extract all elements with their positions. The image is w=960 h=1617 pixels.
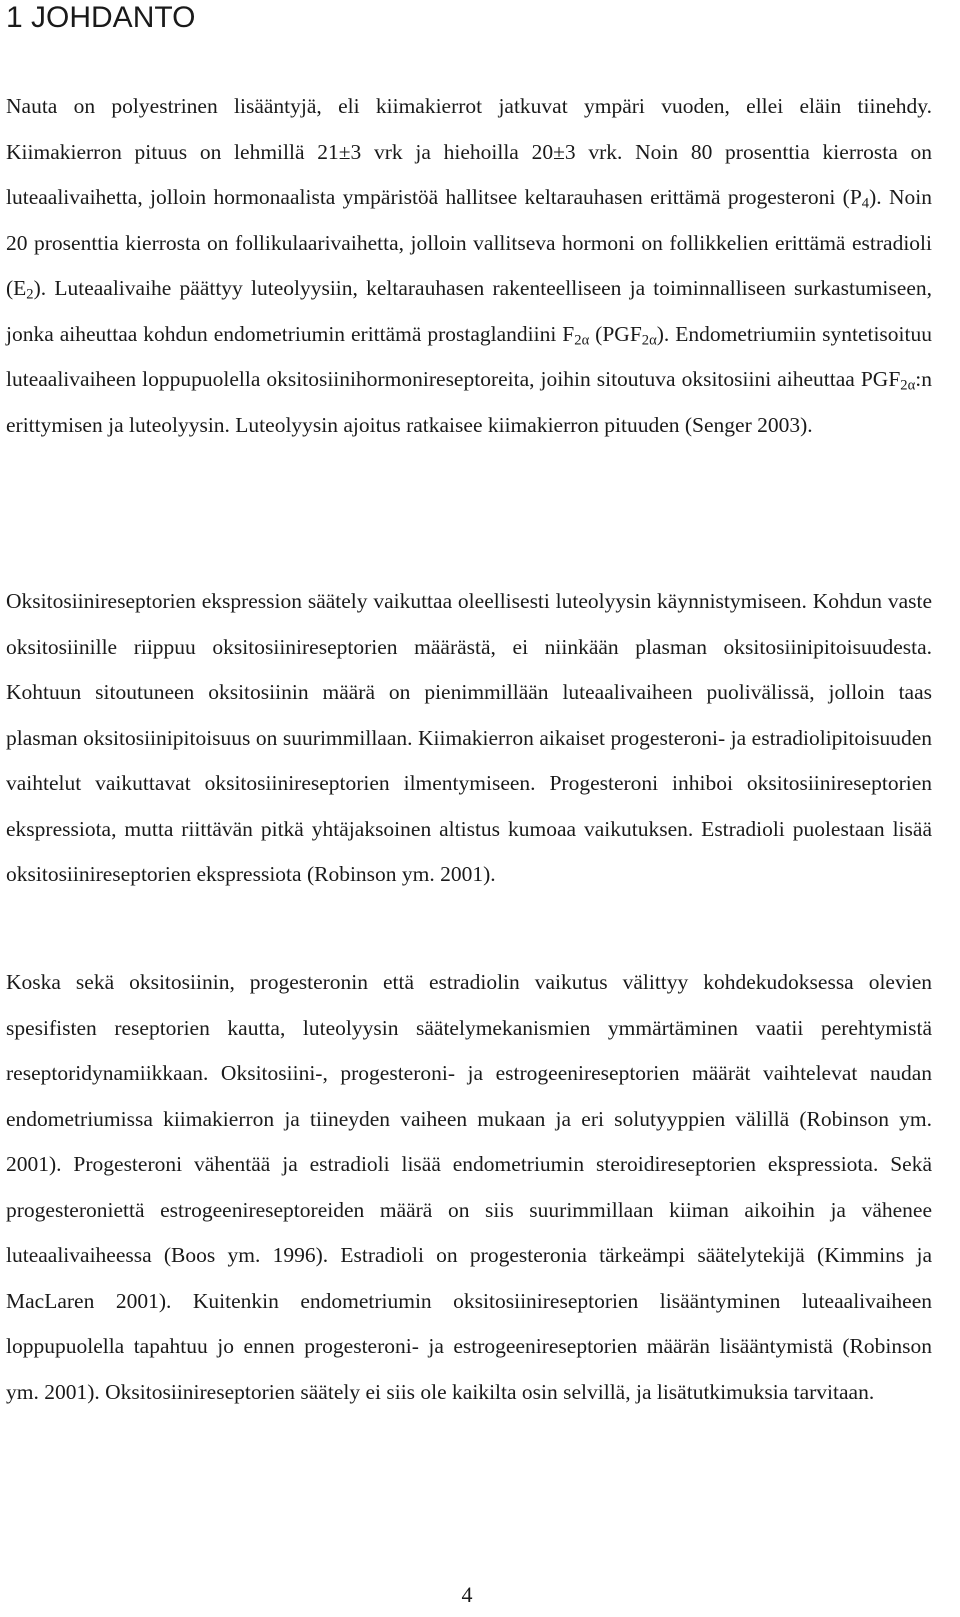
subscript-p4: 4 bbox=[861, 195, 870, 212]
paragraph-1-text-3: ). Luteaalivaihe päättyy luteolyysiin, keltarauhasen rakenteelliseen ja toiminnalliseen surkastumiseen, jonka aiheuttaa kohdun endometriumin erittämä prostaglandiini F bbox=[6, 276, 932, 346]
paragraph-1-text-1: Nauta on polyestrinen lisääntyjä, eli kiimakierrot jatkuvat ympäri vuoden, ellei eläin tiinehdy. Kiimakierron pituus on lehmillä 21±3 vrk ja hiehoilla 20±3 vrk. Noin 80 prosenttia kierrosta on luteaalivaihetta, jolloin hormonaalista ympäristöä hallitsee keltarauhasen erittämä progesteroni (P bbox=[6, 94, 932, 209]
paragraph-1-text-6: :n erittymisen ja luteolyysin. Luteolyysin ajoitus ratkaisee kiimakierron pituuden (Senger 2003). bbox=[6, 367, 932, 437]
subscript-pgf2a: 2α bbox=[641, 332, 657, 349]
subscript-f2a: 2α bbox=[574, 332, 590, 349]
page-number: 4 bbox=[461, 1582, 473, 1607]
subscript-pgf2a-2: 2α bbox=[900, 377, 916, 394]
subscript-e2: 2 bbox=[26, 286, 34, 303]
paragraph-3: Koska sekä oksitosiinin, progesteronin että estradiolin vaikutus välittyy kohdekudoksessa olevien spesifisten reseptorien kautta, luteolyysin säätelymekanismien ymmärtäminen vaatii perehtymistä reseptoridynamiikkaan. Oksitosiini-, progesteroni- ja estrogeenireseptorien määrät vaihtelevat naudan endometriumissa kiimakierron ja tiineyden vaiheen mukaan ja eri solutyyppien välillä (Robinson ym. 2001). Progesteroni vähentää ja estradioli lisää endometriumin steroidireseptorien ekspressiota. Sekä progesteroniettä estrogeenireseptoreiden määrä on siis suurimmillaan kiiman aikoihin ja vähenee luteaalivaiheessa (Boos ym. 1996). Estradioli on progesteronia tärkeämpi säätelytekijä (Kimmins ja MacLaren 2001). Kuitenkin endometriumin oksitosiinireseptorien lisääntyminen luteaalivaiheen loppupuolella tapahtuu jo ennen progesteroni- ja estrogeenireseptorien määrän lisääntymistä (Robinson ym. 2001). Oksitosiinireseptorien säätely ei siis ole kaikilta osin selvillä, ja lisätutkimuksia tarvitaan. bbox=[6, 970, 932, 1404]
section-heading: 1 JOHDANTO bbox=[6, 1, 196, 34]
paragraph-1-text-2: ). Noin 20 prosenttia kierrosta on follikulaarivaihetta, jolloin vallitseva hormoni on follikkelien erittämä estradioli (E bbox=[6, 185, 932, 300]
paragraph-2: Oksitosiinireseptorien ekspression säätely vaikuttaa oleellisesti luteolyysin käynnistymiseen. Kohdun vaste oksitosiinille riippuu oksitosiinireseptorien määrästä, ei niinkään plasman oksitosiinipitoisuudesta. Kohtuun sitoutuneen oksitosiinin määrä on pienimmillään luteaalivaiheen puolivälissä, jolloin taas plasman oksitosiinipitoisuus on suurimmillaan. Kiimakierron aikaiset progesteroni- ja estradiolipitoisuuden vaihtelut vaikuttavat oksitosiinireseptorien ilmentymiseen. Progesteroni inhiboi oksitosiinireseptorien ekspressiota, mutta riittävän pitkä yhtäjaksoinen altistus kumoaa vaikutuksen. Estradioli puolestaan lisää oksitosiinireseptorien ekspressiota (Robinson ym. 2001). bbox=[6, 589, 932, 886]
paragraph-1-text-4: (PGF bbox=[589, 321, 642, 346]
paragraph-1 bbox=[6, 84, 932, 448]
paragraph-1-text-5: ). Endometriumiin syntetisoituu luteaalivaiheen loppupuolella oksitosiinihormonireseptoreita, joihin sitoutuva oksitosiini aiheuttaa PGF bbox=[6, 321, 932, 391]
